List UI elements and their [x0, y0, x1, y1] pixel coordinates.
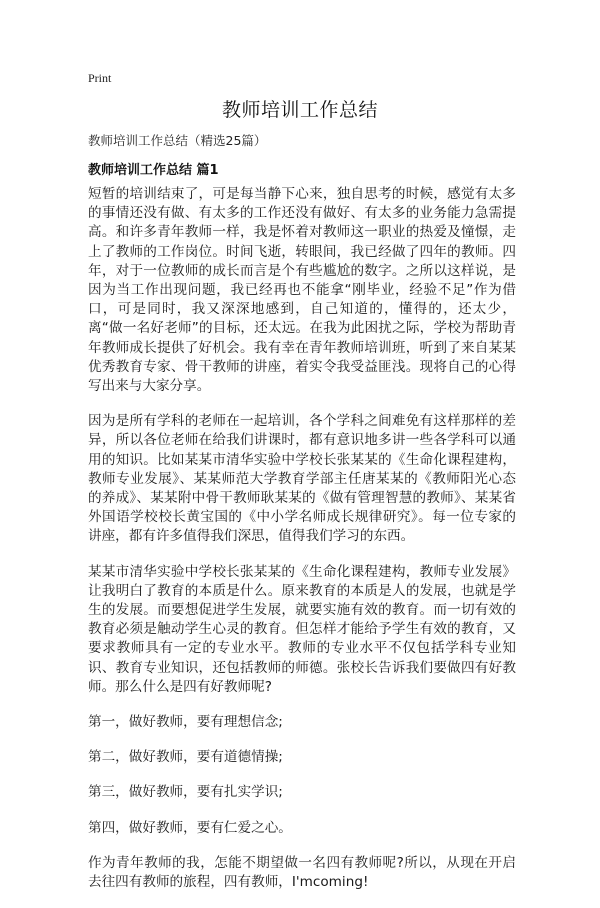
list-item: 第三，做好教师，要有扎实学识; — [88, 784, 283, 801]
document-subtitle: 教师培训工作总结（精选25篇） — [88, 133, 267, 148]
paragraph: 某某市清华实验中学校长张某某的《生命化课程建构，教师专业发展》让我明白了教育的本质是什么。原来教育的本质是人的发展，也就是学生的发展。而要想促进学生发展，就要实施有效的教育。而一切有效的教育必须是触动学生心灵的教育。但怎样才能给予学生有效的教育，又要求教师具有一定的专业水平。教师的专业水平不仅包括学科专业知识、教育专业知识，还包括教师的师德。张校长告诉我们要做四有好教师。那么什么是四有好教师呢? — [88, 563, 516, 695]
paragraph: 短暂的培训结束了，可是每当静下心来，独自思考的时候，感觉有太多的事情还没有做、有太多的工作还没有做好、有太多的业务能力急需提高。和许多青年教师一样，我是怀着对教师这一职业的热爱及憧憬，走上了教师的工作岗位。时间飞逝，转眼间，我已经做了四年的教师。四年，对于一位教师的成长而言是个有些尴尬的数字。之所以这样说，是因为当工作出现问题，我已经再也不能拿“刚毕业，经验不足”作为借口，可是同时，我又深深地感到，自己知道的，懂得的，还太少，离“做一名好老师”的目标，还太远。在我为此困扰之际，学校为帮助青年教师成长提供了好机会。我有幸在青年教师培训班，听到了来自某某优秀教育专家、骨干教师的讲座，着实令我受益匪浅。现将自己的心得写出来与大家分享。 — [88, 186, 516, 395]
document-body — [88, 185, 516, 908]
paragraph: 因为是所有学科的老师在一起培训，各个学科之间难免有这样那样的差异，所以各位老师在给我们讲课时，都有意识地多讲一些各学科可以通用的知识。比如某某市清华实验中学校长张某某的《生命化课程建构，教师专业发展》、某某师范大学教育学部主任唐某某的《教师阳光心态的养成》、某某附中骨干教师耿某某的《做有管理智慧的教师》、某某省外国语学校校长黄宝国的《中小学名师成长规律研究》。每一位专家的讲座，都有许多值得我们深思，值得我们学习的东西。 — [88, 413, 516, 545]
list-item: 第二，做好教师，要有道德情操; — [88, 749, 283, 766]
section-heading: 教师培训工作总结 篇1 — [88, 163, 219, 178]
print-label: Print — [88, 71, 112, 85]
document-title: 教师培训工作总结 — [221, 99, 378, 121]
paragraph: 作为青年教师的我，怎能不期望做一名四有教师呢?所以，从现在开启去往四有教师的旅程，四有教师，I'mcoming! — [88, 854, 516, 891]
list-item: 第一，做好教师，要有理想信念; — [88, 714, 283, 731]
list-item: 第四，做好教师，要有仁爱之心。 — [88, 819, 292, 836]
